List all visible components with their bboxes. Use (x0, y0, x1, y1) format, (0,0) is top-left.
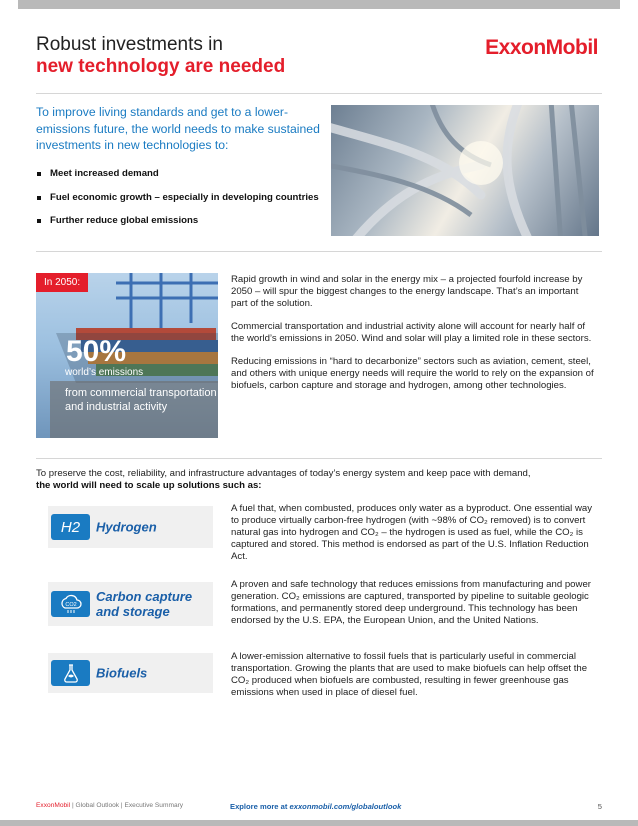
tech-label: Biofuels (96, 665, 148, 681)
co2-cloud-icon (51, 591, 90, 617)
biofuel-flask-icon (51, 660, 90, 686)
paragraph: Commercial transportation and industrial activity alone will account for nearly half of the world’s emissions in 2050. Wind and solar will play a limited role in these sectors. (231, 321, 592, 344)
tech-tile-hydrogen (48, 506, 213, 548)
lead-line-1: To preserve the cost, reliability, and infrastructure advantages of today’s energy system and keep pace with demand, (36, 468, 531, 479)
tech-label: Hydrogen (96, 519, 157, 535)
divider (36, 251, 602, 252)
container-port-photo (36, 273, 218, 438)
svg-text:CO2: CO2 (64, 602, 77, 608)
footer-doc-name: | Global Outlook | Executive Summary (71, 802, 184, 809)
divider (36, 458, 602, 459)
bullet-list (36, 168, 326, 239)
tech-tile-biofuels (48, 653, 213, 693)
in-2050-badge: In 2050: (36, 273, 88, 292)
bullet-item: Meet increased demand (36, 168, 326, 180)
exxonmobil-logo: ExxonMobil (485, 36, 598, 59)
page-title (36, 34, 285, 78)
tech-description: A fuel that, when combusted, produces only water as a byproduct. One essential way to produce virtually carbon-free hydrogen (with ~98% of CO₂ removed) is to convert natural gas into hydrogen and CO₂ – the hydrogen is used as fuel, while the CO₂ is captured and stored. This method is endorsed as part of the U.S. Inflation Reduction Act. (231, 503, 593, 562)
title-line-1: Robust investments in (36, 34, 223, 55)
lead-line-2: the world will need to scale up solutions such as: (36, 480, 262, 492)
paragraph: Rapid growth in wind and solar in the energy mix – a projected fourfold increase by 2050 – will spur the biggest changes to the energy landscape. That’s an important part of the solution. (231, 274, 583, 309)
top-bar (18, 0, 620, 9)
divider (36, 93, 602, 94)
intro-text: To improve living standards and get to a lower-emissions future, the world needs to make sustained investments in new technologies to: (36, 105, 320, 152)
side-paragraphs (231, 274, 596, 403)
lead-text (36, 468, 602, 492)
tech-tile-carbon-capture (48, 582, 213, 626)
percent-label: world’s emissions (65, 367, 144, 378)
refinery-pipes-photo (331, 105, 599, 236)
percent-value: 50% (66, 335, 127, 368)
footer-brand: ExxonMobil (36, 802, 71, 809)
explore-prefix: Explore more at (230, 802, 290, 811)
tech-description: A lower-emission alternative to fossil fuels that is particularly useful in commercial transportation. Growing the plants that are used to make biofuels can help offset the CO₂ produced when biofuels are combusted, resulting in fewer greenhouse gas emissions when used in place of diesel fuel. (231, 651, 588, 698)
tech-label: Carbon capture and storage (96, 589, 193, 619)
bullet-item: Further reduce global emissions (36, 215, 326, 227)
paragraph: Reducing emissions in “hard to decarbonize” sectors such as aviation, cement, steel, and others with unique energy needs will require the world to rely on the expansion of biofuels, carbon capture and storage and hydrogen, among other technologies. (231, 356, 594, 391)
footer (36, 802, 602, 809)
tech-description: A proven and safe technology that reduces emissions from manufacturing and power generation. CO₂ emissions are captured, transported by pipeline to suitable geologic formations, and permanently stored deep underground. This technology has been endorsed by the U.S. EPA, the European Union, and the United Nations. (231, 579, 591, 626)
callout-detail: from commercial transportation and industrial activity (65, 387, 217, 413)
title-line-2: new technology are needed (36, 56, 286, 77)
bottom-bar (0, 820, 638, 826)
hydrogen-icon: H2 (51, 514, 90, 540)
page-number: 5 (597, 802, 602, 811)
footer-explore (230, 802, 401, 811)
explore-link[interactable]: exxonmobil.com/globaloutlook (289, 802, 402, 811)
bullet-item: Fuel economic growth – especially in developing countries (36, 192, 326, 204)
